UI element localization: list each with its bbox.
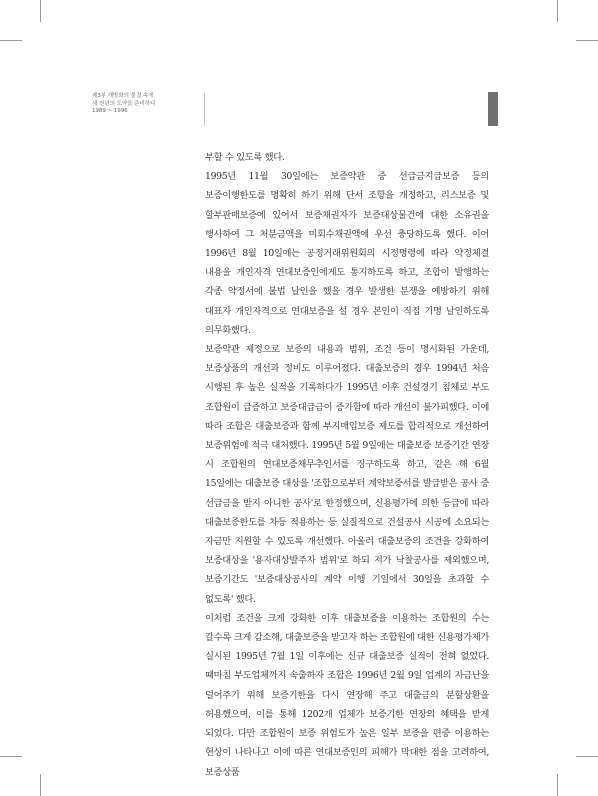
chapter-side-tab <box>488 92 498 126</box>
running-head-line-2: 새 천년의 도약을 준비하다 <box>92 100 156 107</box>
running-head-line-3: 1989 ~ 1996 <box>92 108 128 115</box>
running-head <box>92 93 155 116</box>
paragraph-3: 보증약관 제정으로 보증의 내용과 범위, 조건 등이 명시화된 가운데, 보증상품의 개선과 정비도 이루어졌다. 대출보증의 경우 1994년 처음 시행된 후 높은 실적을 기록하다가 1995년 이후 건설경기 침체로 부도 조합원이 급증하고 보증대급금이 증가함에 따라 개선이 불가피했다. 이에 따라 조합은 대출보증과 함께 부지매입보증 제도를 합리적으로 개선하여 보증위험에 적극 대처했다. 1995년 5월 9일에는 대출보증 보증기간 연장 시 조합원의 연대보증채무추인서를 징구하도록 하고, 같은 해 6월 15일에는 대출보증 대상을 '조합으로부터 계약보증서를 발급받은 공사 중 선급금을 받지 아니한 공사'로 한정했으며, 신용평가에 의한 등급에 따라 대출보증한도를 차등 적용하는 등 실질적으로 건설공사 시공에 소요되는 자금만 지원할 수 있도록 개선했다. 아울러 대출보증의 조건을 강화하여 보증대상을 '용자대상발주자 범위'로 하되 저가 낙찰공사를 제외했으며, 보증기간도 '보증대상공사의 계약 이행 기일에서 30일을 초과할 수 없도록' 했다. <box>205 344 489 605</box>
crop-mark-bottom-right-h <box>576 756 598 757</box>
paragraph-2: 1995년 11월 30일에는 보증약관 중 선급금지급보증 등의 보증이행한도를 명확히 하기 위해 단서 조항을 개정하고, 리스보증 및 할부판매보증에 있어서 보증채권자가 보증대상물건에 대한 소유권을 행사하여 그 처분금액을 미회수채권액에 우선 충당하도록 했다. 이어 1996년 8월 10일에는 공정거래위원회의 시정명령에 따라 약정체결 내용을 개인자격 연대보증인에게도 통지하도록 하고, 조합이 발행하는 각종 약정서에 불법 날인을 했을 경우 발생한 분쟁을 예방하기 위해 대표자 개인자격으로 연대보증을 설 경우 본인이 직접 기명 날인하도록 의무화했다. <box>205 171 489 336</box>
crop-mark-bottom-left-h <box>0 756 22 757</box>
crop-mark-bottom-right-v <box>557 774 558 796</box>
paragraph-4: 이처럼 조건을 크게 강화한 이후 대출보증을 이용하는 조합원의 수는 갈수록 크게 감소해, 대출보증을 받고자 하는 조합원에 대한 신용평가제가 실시된 1995년 7월 1일 이후에는 신규 대출보증 실적이 전혀 없었다. 때마침 부도업체까지 속출하자 조합은 1996년 2월 9일 업계의 자금난을 덜어주기 위해 보증기한을 다시 연장해 주고 대출금의 분할상환을 허용했으며, 이를 통해 1202개 업체가 보증기한 연장의 혜택을 받게 되었다. 다만 조합원이 보증 위험도가 높은 일부 보증을 편중 이용하는 현상이 나타나고 이에 따른 연대보증인의 피해가 막대한 점을 고려하여, 보증상품 <box>205 612 489 778</box>
crop-mark-bottom-left-v <box>40 774 41 796</box>
crop-mark-top-left-v <box>40 0 41 22</box>
body-text <box>205 148 489 782</box>
crop-mark-top-right-h <box>576 40 598 41</box>
crop-mark-top-right-v <box>557 0 558 22</box>
crop-mark-top-left-h <box>0 40 22 41</box>
paragraph-1: 부할 수 있도록 했다. <box>205 152 285 163</box>
running-head-line-1: 제3부 개방화의 물결 속에 <box>92 93 154 99</box>
running-head-divider <box>204 93 205 126</box>
